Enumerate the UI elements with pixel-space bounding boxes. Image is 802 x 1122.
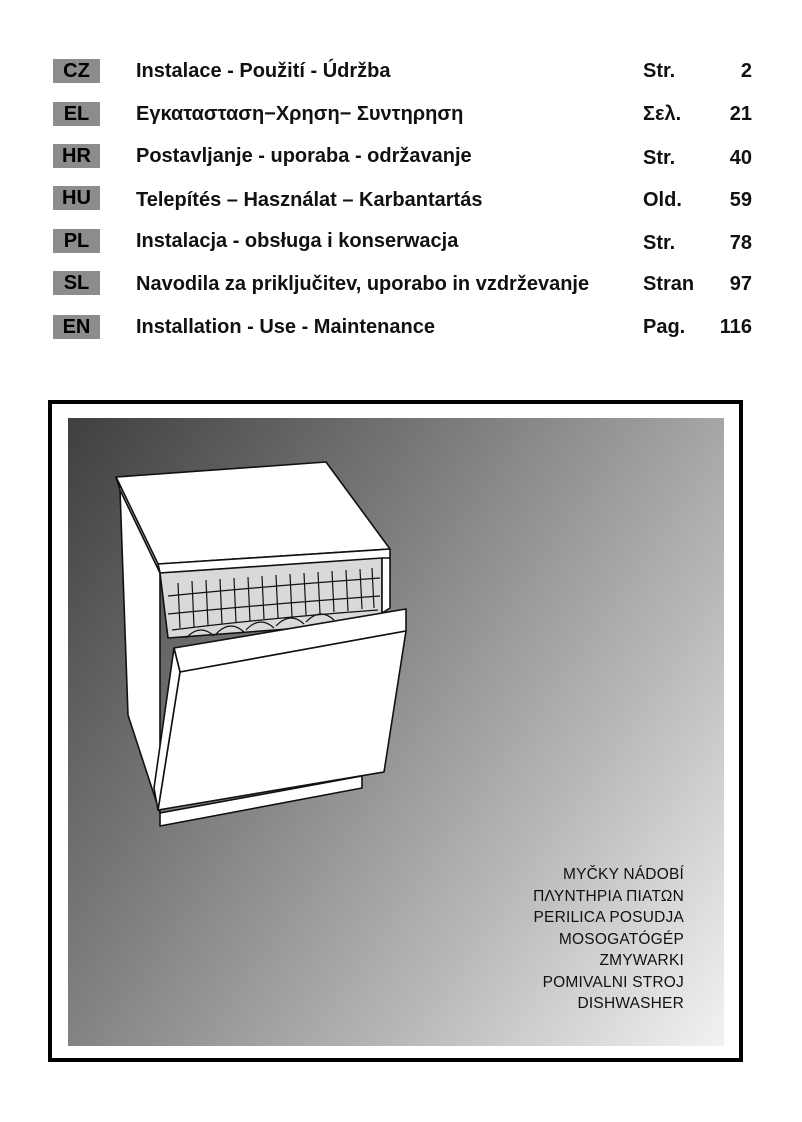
page-label: Str. bbox=[643, 60, 676, 82]
lang-row-cz bbox=[0, 57, 802, 87]
section-title: Postavljanje - uporaba - održavanje bbox=[136, 145, 472, 167]
page-label: Σελ. bbox=[643, 103, 682, 125]
section-title: Instalacja - obsługa i konserwacja bbox=[136, 230, 459, 252]
product-name-list bbox=[533, 864, 684, 1015]
product-name-hr: PERILICA POSUDJA bbox=[533, 909, 684, 926]
page-number: 2 bbox=[740, 60, 752, 82]
lang-code-badge: HR bbox=[53, 144, 100, 168]
lang-code-badge: HU bbox=[53, 186, 100, 210]
section-title: Instalace - Použití - Údržba bbox=[136, 60, 391, 82]
product-name-pl: ZMYWARKI bbox=[599, 952, 684, 969]
page-number: 116 bbox=[719, 316, 752, 338]
product-name-en: DISHWASHER bbox=[577, 995, 684, 1012]
lang-code-badge: EL bbox=[53, 102, 100, 126]
lang-code-badge: EN bbox=[53, 315, 100, 339]
section-title: Installation - Use - Maintenance bbox=[136, 316, 435, 338]
page-label: Str. bbox=[643, 147, 676, 169]
page-number: 21 bbox=[729, 103, 752, 125]
page-label: Str. bbox=[643, 232, 676, 254]
product-name-hu: MOSOGATÓGÉP bbox=[558, 930, 684, 948]
section-title: Εγκατασταση−Χρηση− Συντηρηση bbox=[136, 103, 464, 125]
page-label: Old. bbox=[643, 189, 682, 211]
lang-code-badge: SL bbox=[53, 271, 100, 295]
product-name-cz: MYČKY NÁDOBÍ bbox=[563, 866, 684, 883]
page-number: 78 bbox=[729, 232, 752, 254]
product-name-el: ΠΛΥΝΤΗΡΙΑ ΠΙΑΤΩΝ bbox=[533, 887, 684, 905]
page-number: 59 bbox=[729, 189, 752, 211]
lang-row-pl bbox=[0, 227, 802, 257]
page-label: Stran bbox=[643, 273, 695, 295]
lang-code-badge: PL bbox=[53, 229, 100, 253]
lang-code-badge: CZ bbox=[53, 59, 100, 83]
page-number: 40 bbox=[729, 147, 752, 169]
page-label: Pag. bbox=[643, 316, 686, 338]
dishwasher-top bbox=[116, 462, 390, 564]
lang-row-el bbox=[0, 100, 802, 130]
cover-frame bbox=[48, 400, 743, 1062]
lang-row-hu bbox=[0, 184, 802, 214]
cover-panel bbox=[68, 418, 724, 1046]
section-title: Navodila za priključitev, uporabo in vzdrževanje bbox=[136, 273, 590, 295]
product-name-sl: POMIVALNI STROJ bbox=[542, 973, 684, 991]
section-title: Telepítés – Használat – Karbantartás bbox=[136, 189, 483, 211]
page-number: 97 bbox=[729, 273, 752, 295]
lang-row-sl bbox=[0, 269, 802, 299]
lang-row-en bbox=[0, 313, 802, 343]
lang-row-hr bbox=[0, 142, 802, 172]
